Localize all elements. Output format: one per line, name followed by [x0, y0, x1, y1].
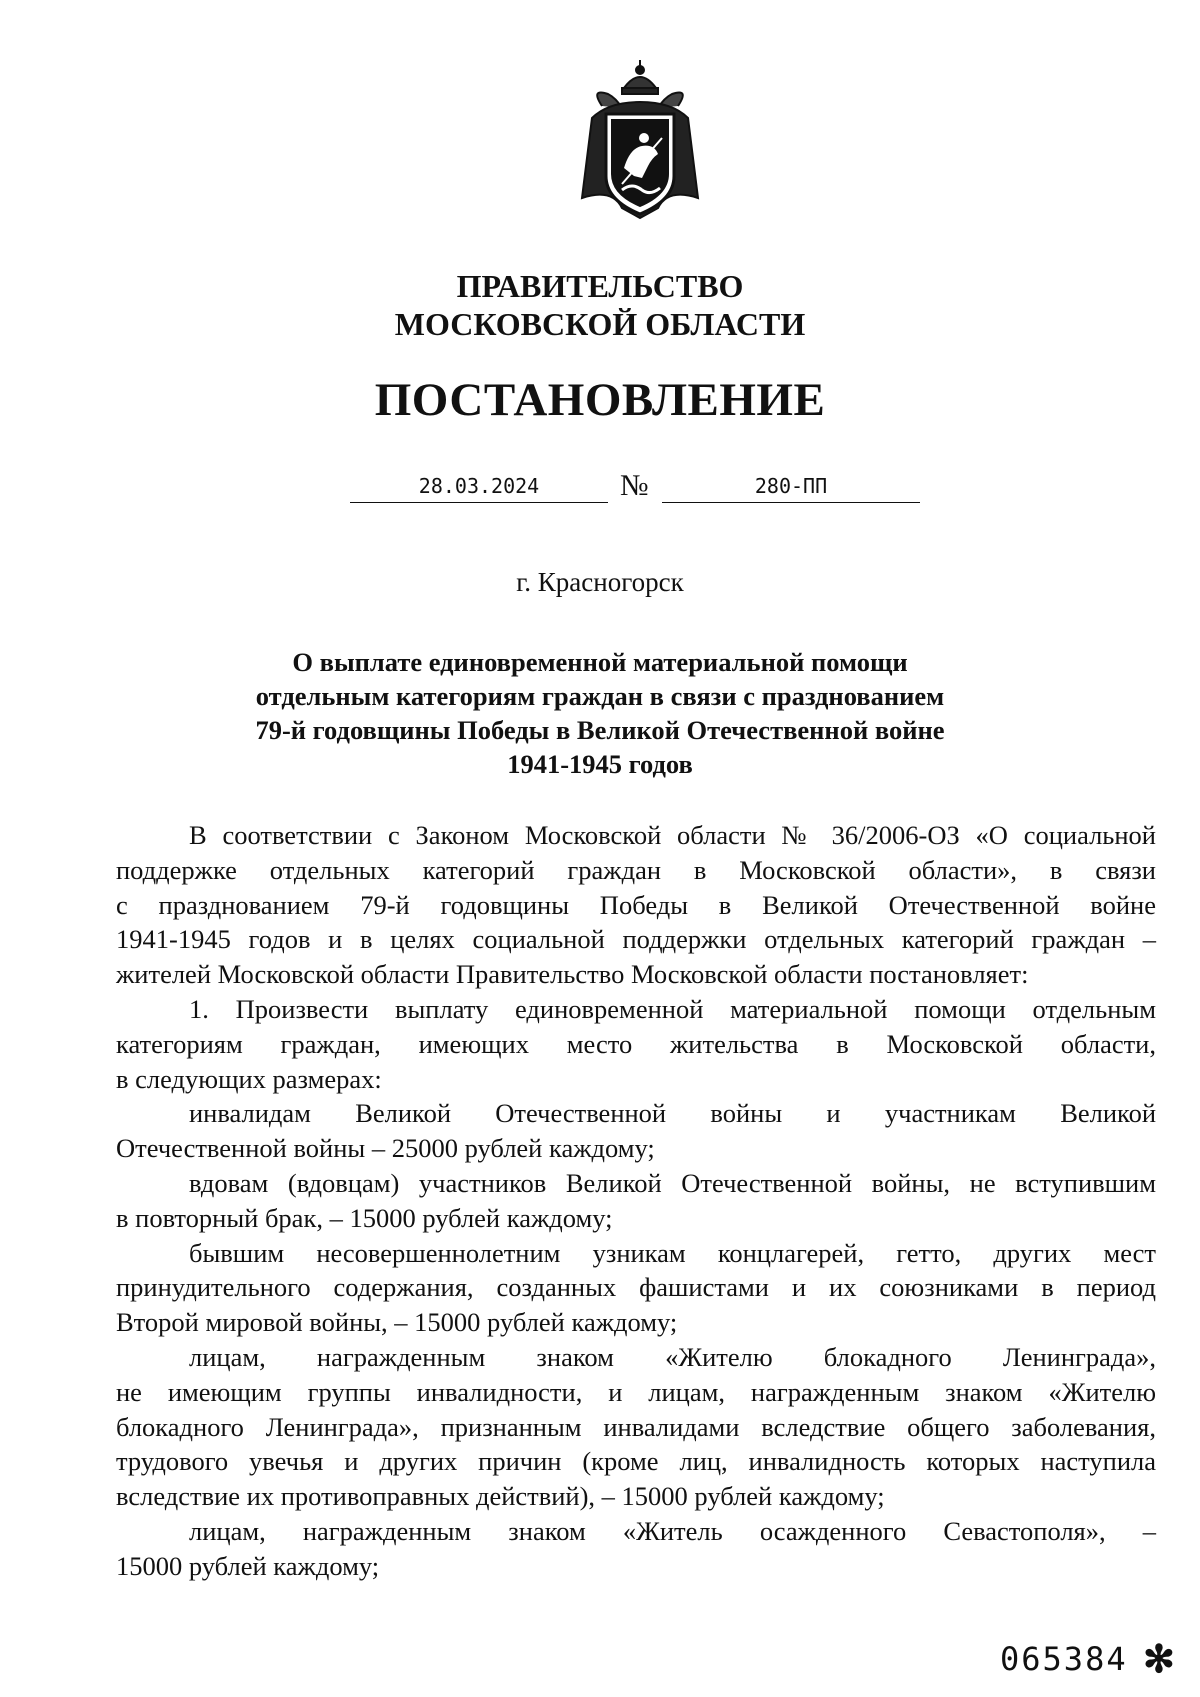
body-line: принудительного содержания, созданных фашистами и их союзниками в период	[116, 1272, 1156, 1303]
document-date: 28.03.2024	[350, 470, 608, 503]
body-line: жителей Московской области Правительство Московской области постановляет:	[116, 959, 1029, 990]
subject-line: О выплате единовременной материальной помощи	[292, 647, 908, 677]
body-line: 1941-1945 годов и в целях социальной поддержки отдельных категорий граждан –	[116, 924, 1156, 955]
body-line: с празднованием 79-й годовщины Победы в Великой Отечественной войне	[116, 889, 1156, 920]
document-type-title: ПОСТАНОВЛЕНИЕ	[374, 374, 826, 426]
document-subject	[200, 645, 1000, 781]
body-line: вследствие их противоправных действий), – 15000 рублей каждому;	[116, 1481, 885, 1512]
body-line: Второй мировой войны, – 15000 рублей каждому;	[116, 1307, 678, 1338]
subject-line: отдельным категориям граждан в связи с празднованием	[255, 681, 945, 711]
body-line: не имеющим группы инвалидности, и лицам, награжденным знаком «Жителю	[116, 1376, 1156, 1407]
city-name: г. Красногорск	[516, 567, 684, 597]
body-line: в следующих размерах:	[116, 1063, 382, 1094]
body-line: инвалидам Великой Отечественной войны и участникам Великой	[189, 1098, 1156, 1129]
asterisk-mark: ✻	[1143, 1639, 1175, 1681]
date-number-row	[350, 470, 920, 510]
subject-line: 1941-1945 годов	[507, 749, 693, 779]
organization-name-line1: ПРАВИТЕЛЬСТВО	[456, 268, 744, 304]
organization-name-line2: МОСКОВСКОЙ ОБЛАСТИ	[394, 306, 806, 342]
document-body	[116, 818, 1156, 1584]
body-line: В соответствии с Законом Московской области № 36/2006-ОЗ «О социальной	[189, 820, 1156, 850]
body-line: 15000 рублей каждому;	[116, 1550, 380, 1581]
body-line: бывшим несовершеннолетним узникам концлагерей, гетто, других мест	[189, 1237, 1156, 1268]
body-line: трудового увечья и других причин (кроме лиц, инвалидность которых наступила	[116, 1446, 1156, 1477]
body-line: лицам, награжденным знаком «Житель осажденного Севастополя», –	[189, 1515, 1156, 1546]
body-line: поддержке отдельных категорий граждан в Московской области», в связи	[116, 854, 1156, 885]
serial-number-stamp: 065384	[1000, 1640, 1128, 1678]
body-line: категориям граждан, имеющих место жительства в Московской области,	[116, 1028, 1156, 1059]
document-number: 280-ПП	[662, 470, 920, 503]
number-sign: №	[620, 469, 649, 502]
subject-line: 79-й годовщины Победы в Великой Отечественной войне	[255, 715, 945, 745]
body-line: в повторный брак, – 15000 рублей каждому;	[116, 1202, 613, 1233]
body-line: 1. Произвести выплату единовременной материальной помощи отдельным	[189, 993, 1156, 1024]
body-line: лицам, награжденным знаком «Жителю блокадного Ленинграда»,	[189, 1341, 1156, 1372]
coat-of-arms-emblem	[572, 58, 708, 224]
body-line: блокадного Ленинграда», признанным инвалидами вследствие общего заболевания,	[116, 1411, 1156, 1442]
body-line: Отечественной войны – 25000 рублей каждому;	[116, 1133, 655, 1164]
body-line: вдовам (вдовцам) участников Великой Отечественной войны, не вступившим	[189, 1167, 1156, 1198]
